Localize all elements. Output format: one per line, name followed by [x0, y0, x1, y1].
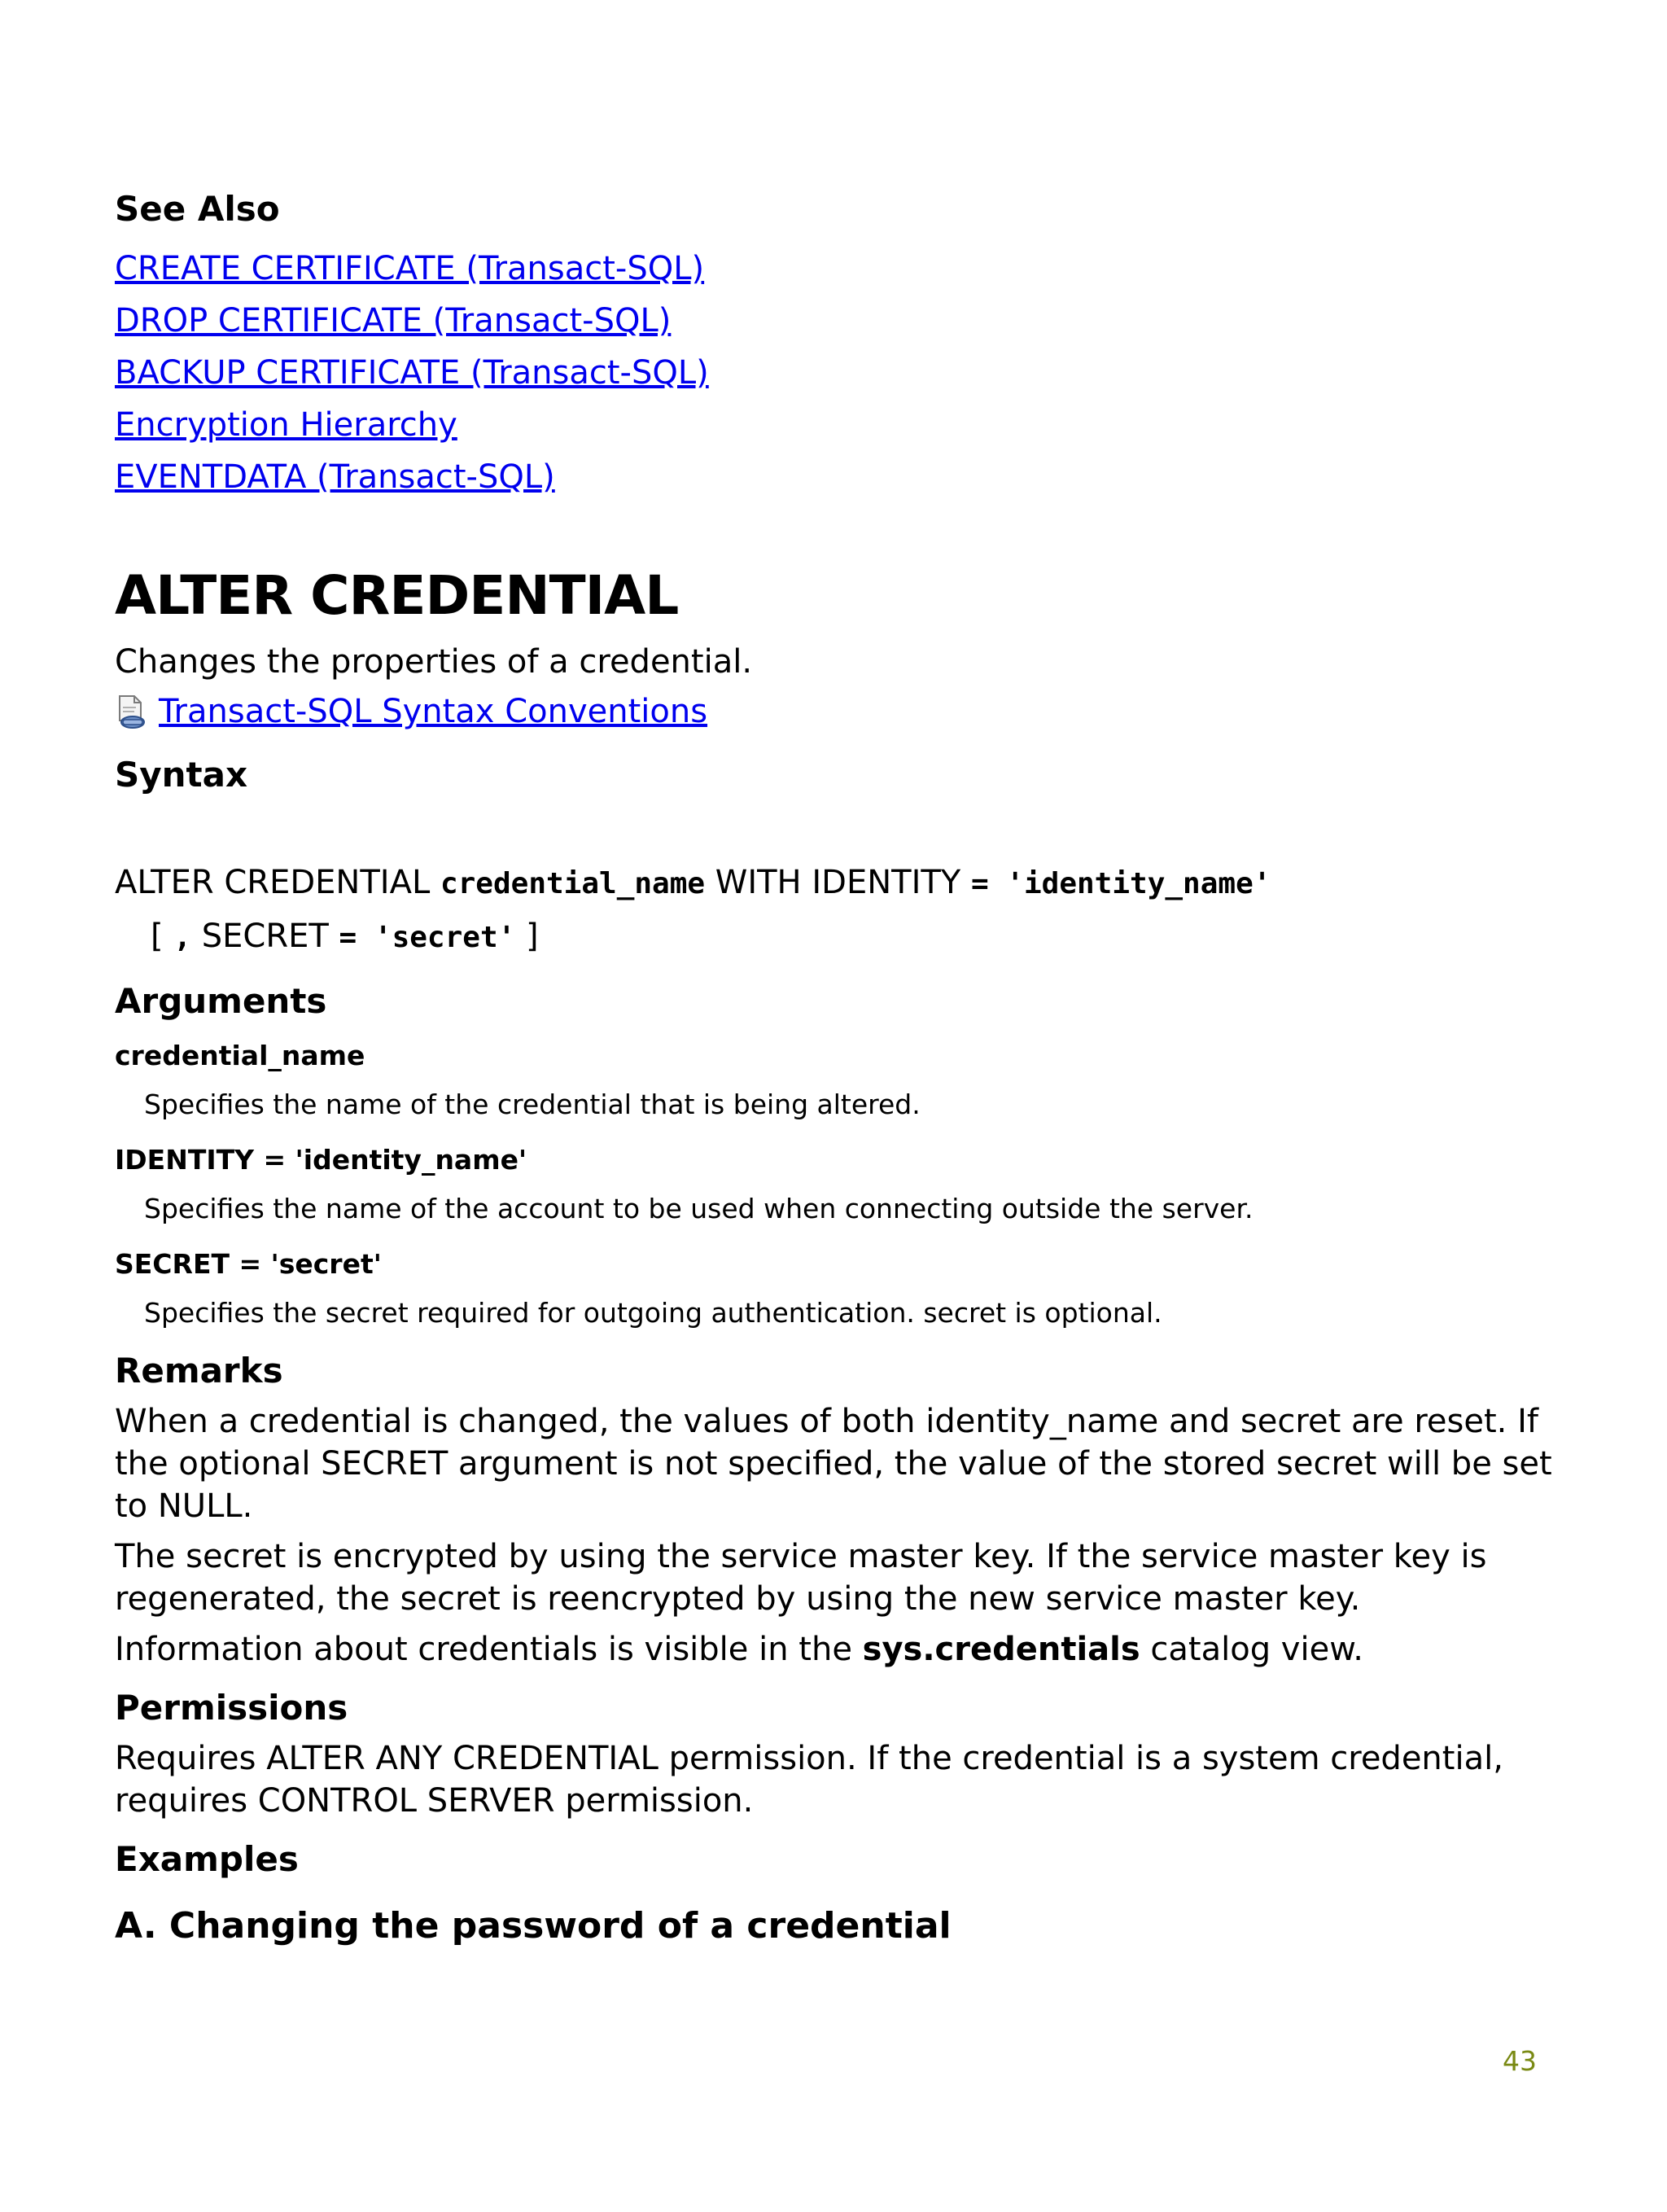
arguments-heading: Arguments — [115, 981, 327, 1021]
syntax-text: [ — [151, 918, 174, 955]
syntax-code: , — [173, 921, 192, 954]
remarks-text: catalog view. — [1140, 1631, 1363, 1668]
link-eventdata[interactable]: EVENTDATA (Transact-SQL) — [115, 458, 555, 496]
list-item — [115, 347, 1580, 399]
link-drop-certificate[interactable]: DROP CERTIFICATE (Transact-SQL) — [115, 302, 672, 339]
see-also-list — [115, 243, 1580, 503]
permissions-heading: Permissions — [115, 1688, 348, 1728]
remarks-paragraph: When a credential is changed, the values of both identity_name and secret are reset. If the optional SECRET argument is not specified, the value of the stored secret will be set to NULL. — [115, 1403, 1552, 1525]
remarks-paragraph — [115, 1628, 1580, 1671]
remarks-heading: Remarks — [115, 1351, 283, 1391]
link-backup-certificate[interactable]: BACKUP CERTIFICATE (Transact-SQL) — [115, 354, 709, 392]
syntax-code: credential_name — [440, 867, 706, 900]
permissions-paragraph: Requires ALTER ANY CREDENTIAL permission. If the credential is a system credential, requires CONTROL SERVER permission. — [115, 1740, 1503, 1820]
argument-term: credential_name — [115, 1040, 365, 1071]
syntax-heading: Syntax — [115, 755, 248, 795]
page-title: ALTER CREDENTIAL — [115, 564, 679, 627]
page-number: 43 — [1503, 2045, 1537, 2077]
argument-description: Specifies the secret required for outgoing authentication. secret is optional. — [144, 1297, 1162, 1329]
conventions-row — [115, 686, 1580, 738]
syntax-text: WITH IDENTITY — [705, 864, 971, 901]
syntax-code: = 'identity_name' — [970, 867, 1271, 900]
list-item — [115, 295, 1580, 347]
syntax-block — [115, 856, 1580, 964]
argument-description: Specifies the name of the credential that is being altered. — [144, 1088, 921, 1120]
link-encryption-hierarchy[interactable]: Encryption Hierarchy — [115, 406, 457, 444]
argument-term: SECRET = 'secret' — [115, 1248, 382, 1280]
syntax-code: = 'secret' — [339, 921, 516, 954]
example-heading: A. Changing the password of a credential — [115, 1905, 952, 1947]
remarks-paragraph: The secret is encrypted by using the service master key. If the service master key is regenerated, the secret is reencrypted by using the new service master key. — [115, 1538, 1487, 1618]
document-page — [115, 187, 1580, 1951]
syntax-line-2 — [115, 910, 1580, 964]
argument-term: IDENTITY = 'identity_name' — [115, 1144, 527, 1176]
remarks-text: Information about credentials is visible in the — [115, 1631, 863, 1668]
syntax-text: ] — [515, 918, 539, 955]
document-link-icon — [115, 694, 147, 729]
list-item — [115, 451, 1580, 503]
syntax-text: SECRET — [191, 918, 339, 955]
conventions-link[interactable]: Transact-SQL Syntax Conventions — [159, 693, 708, 730]
list-item — [115, 243, 1580, 295]
examples-heading: Examples — [115, 1839, 299, 1879]
list-item — [115, 399, 1580, 451]
link-create-certificate[interactable]: CREATE CERTIFICATE (Transact-SQL) — [115, 250, 705, 287]
argument-description: Specifies the name of the account to be used when connecting outside the server. — [144, 1193, 1254, 1224]
summary-text: Changes the properties of a credential. — [115, 643, 753, 681]
catalog-view-name: sys.credentials — [862, 1631, 1140, 1668]
syntax-line-1 — [115, 856, 1580, 910]
see-also-heading: See Also — [115, 189, 280, 229]
syntax-text: ALTER CREDENTIAL — [115, 864, 440, 901]
